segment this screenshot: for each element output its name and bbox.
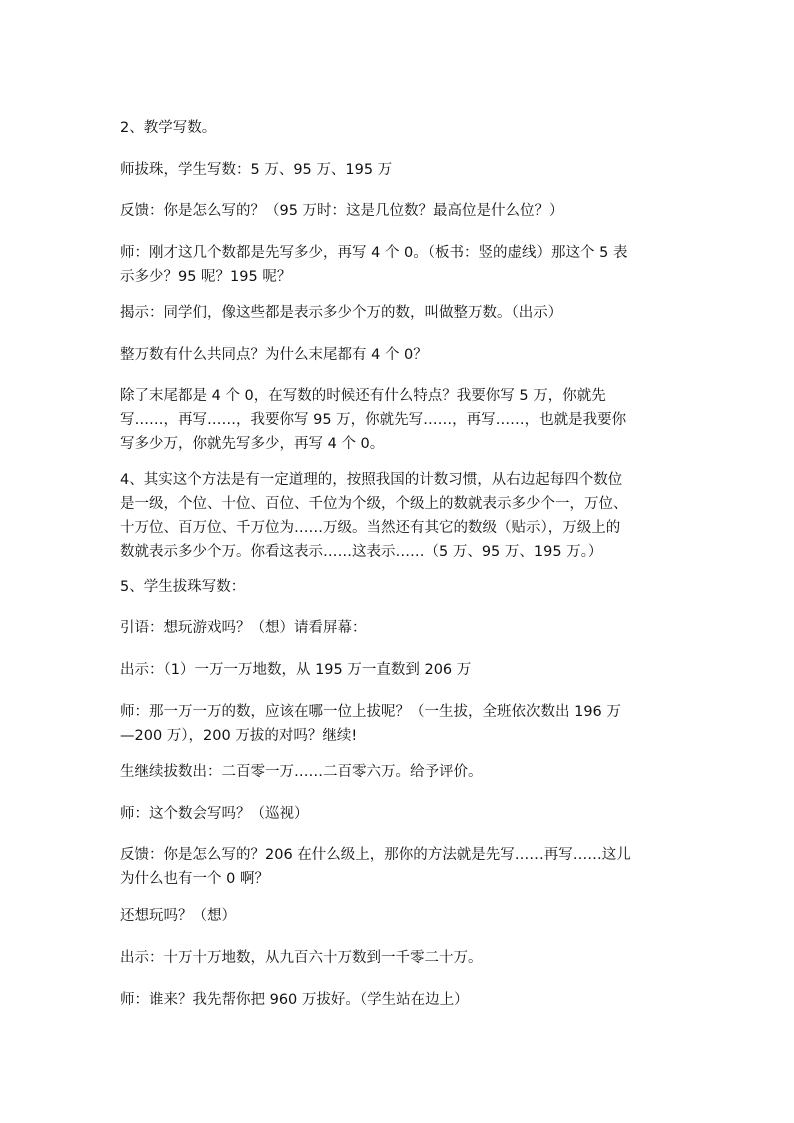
text-line: 反馈：你是怎么写的？206 在什么级上，那你的方法就是先写……再写……这儿 <box>120 847 631 863</box>
text-line: 是一级，个位、十位、百位、千位为个级，个级上的数就表示多少个一，万位、 <box>120 496 628 512</box>
text-line: 反馈：你是怎么写的？（95 万时：这是几位数？最高位是什么位？） <box>120 203 564 219</box>
paragraph <box>120 384 680 456</box>
paragraph <box>120 843 680 891</box>
paragraph <box>120 158 680 182</box>
text-line: 十万位、百万位、千万位为……万级。当然还有其它的数级（贴示），万级上的 <box>120 520 621 536</box>
text-line: 师：谁来？我先帮你把 960 万拔好。（学生站在边上） <box>120 992 469 1008</box>
paragraph <box>120 199 680 223</box>
text-line: 整万数有什么共同点？为什么末尾都有 4 个 0？ <box>120 347 428 363</box>
paragraph-heading-2 <box>120 116 680 140</box>
paragraph <box>120 616 680 640</box>
paragraph <box>120 301 680 325</box>
text-line: 师：那一万一万的数，应该在哪一位上拔呢？（一生拔，全班依次数出 196 万 <box>120 704 621 720</box>
text-line: 为什么也有一个 0 啊？ <box>120 871 269 887</box>
text-line: 师拔珠，学生写数：5 万、95 万、195 万 <box>120 162 393 178</box>
text-line: 4、其实这个方法是有一定道理的，按照我国的计数习惯，从右边起每四个数位 <box>120 472 623 488</box>
paragraph <box>120 946 680 970</box>
text-line: 生继续拔数出：二百零一万……二百零六万。给予评价。 <box>120 764 483 780</box>
text-line: 出示：十万十万地数，从九百六十万数到一千零二十万。 <box>120 950 483 966</box>
text-line: 出示：（1）一万一万地数，从 195 万一直数到 206 万 <box>120 662 472 678</box>
paragraph <box>120 904 680 928</box>
text-line: 数就表示多少个万。你看这表示……这表示……（5 万、95 万、195 万。） <box>120 544 603 560</box>
text-line: 师：这个数会写吗？（巡视） <box>120 806 309 822</box>
text-line: 师：刚才这几个数都是先写多少，再写 4 个 0。（板书：竖的虚线）那这个 5 表 <box>120 245 628 261</box>
text-line: 还想玩吗？（想） <box>120 908 236 924</box>
text-line: —200 万），200 万拔的对吗？继续! <box>120 728 358 744</box>
paragraph <box>120 700 680 748</box>
paragraph-heading-5 <box>120 575 680 599</box>
text-line: 揭示：同学们，像这些都是表示多少个万的数，叫做整万数。（出示） <box>120 305 563 321</box>
text-line: 写……，再写……，我要你写 95 万，你就先写……，再写……，也就是我要你 <box>120 412 627 428</box>
text-line: 5、学生拔珠写数： <box>120 579 246 595</box>
paragraph-heading-4 <box>120 468 680 564</box>
text-line: 除了末尾都是 4 个 0，在写数的时候还有什么特点？我要你写 5 万，你就先 <box>120 388 606 404</box>
text-line: 引语：想玩游戏吗？（想）请看屏幕： <box>120 620 367 636</box>
paragraph <box>120 760 680 784</box>
text-line: 2、教学写数。 <box>120 120 217 136</box>
paragraph <box>120 658 680 682</box>
paragraph <box>120 343 680 367</box>
text-line: 示多少？95 呢？195 呢？ <box>120 269 292 285</box>
paragraph <box>120 241 680 289</box>
text-line: 写多少万，你就先写多少，再写 4 个 0。 <box>120 436 385 452</box>
paragraph <box>120 802 680 826</box>
paragraph <box>120 988 680 1012</box>
